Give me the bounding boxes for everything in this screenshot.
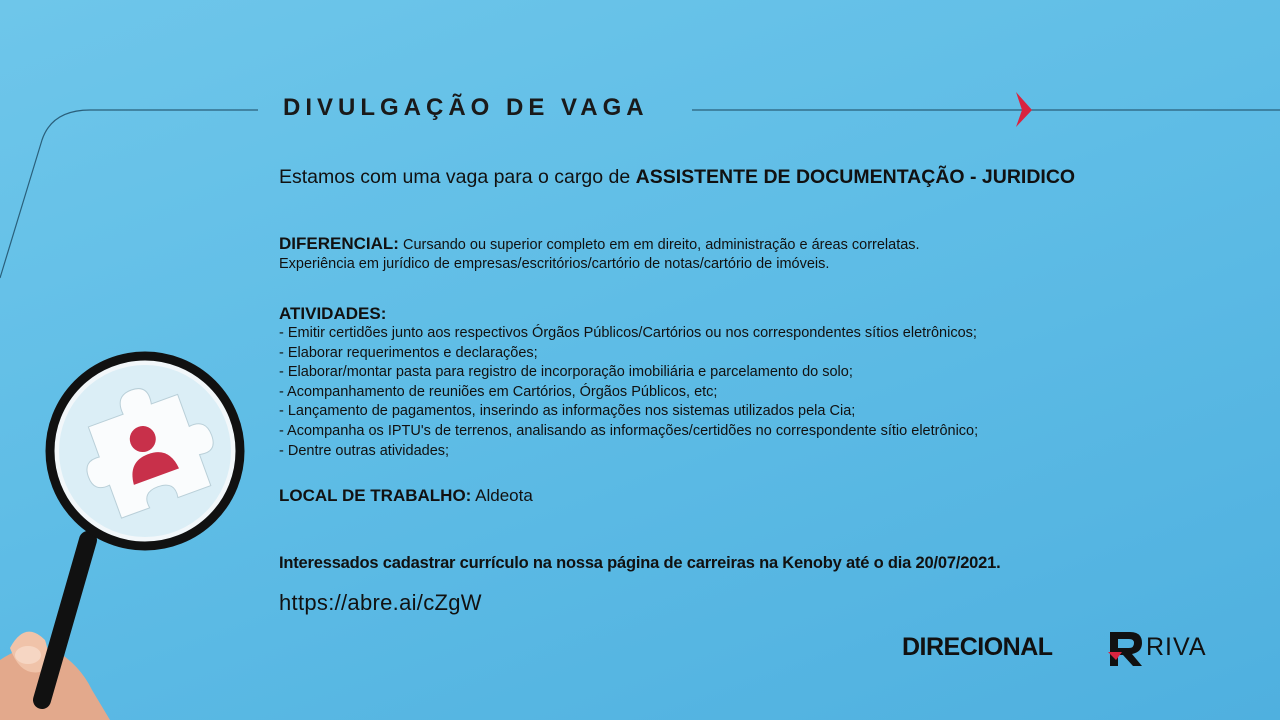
atividades-label: ATIVIDADES: <box>279 304 387 323</box>
atividades-section <box>279 304 978 461</box>
intro-prefix: Estamos com uma vaga para o cargo de <box>279 166 631 188</box>
diferencial-section <box>279 234 920 274</box>
riva-r-icon <box>1108 630 1144 668</box>
activity-item: - Emitir certidões junto aos respectivos Órgãos Públicos/Cartórios ou nos correspondentes sítios eletrônicos; <box>279 325 977 341</box>
intro-text <box>279 166 1075 189</box>
riva-logo <box>1146 633 1207 662</box>
activity-item: - Dentre outras atividades; <box>279 442 450 459</box>
local-section <box>279 486 533 506</box>
activity-item: - Acompanhamento de reuniões em Cartórios, Órgãos Públicos, etc; <box>279 383 718 400</box>
diferencial-line-2: Experiência em jurídico de empresas/escritórios/cartório de notas/cartório de imóveis. <box>279 256 830 272</box>
local-value: Aldeota <box>475 486 533 505</box>
page-title: DIVULGAÇÃO DE VAGA <box>283 94 649 121</box>
local-label: LOCAL DE TRABALHO: <box>279 486 472 505</box>
direcional-logo <box>902 633 1053 662</box>
activity-item: - Lançamento de pagamentos, inserindo as informações nos sistemas utilizados pela Cia; <box>279 403 856 420</box>
activity-item: - Elaborar/montar pasta para registro de incorporação imobiliária e parcelamento do solo; <box>279 364 853 381</box>
riva-logo-text: RIVA <box>1146 633 1207 661</box>
frame-line <box>0 110 258 278</box>
cta-text: Interessados cadastrar currículo na nossa página de carreiras na Kenoby até o dia 20/07/2021. <box>279 554 1001 572</box>
activity-item: - Elaborar requerimentos e declarações; <box>279 344 538 361</box>
activity-item: - Acompanha os IPTU's de terrenos, analisando as informações/certidões no correspondente sítio eletrônico; <box>279 422 979 439</box>
diferencial-line-1: Cursando ou superior completo em em direito, administração e áreas correlatas. <box>402 237 920 253</box>
diferencial-label: DIFERENCIAL: <box>279 234 399 253</box>
application-link[interactable]: https://abre.ai/cZgW <box>279 590 482 615</box>
magnifier-icon <box>42 356 240 700</box>
position-title: ASSISTENTE DE DOCUMENTAÇÃO - JURIDICO <box>635 166 1076 188</box>
direcional-logo-text: DIRECIONAL <box>902 633 1053 661</box>
